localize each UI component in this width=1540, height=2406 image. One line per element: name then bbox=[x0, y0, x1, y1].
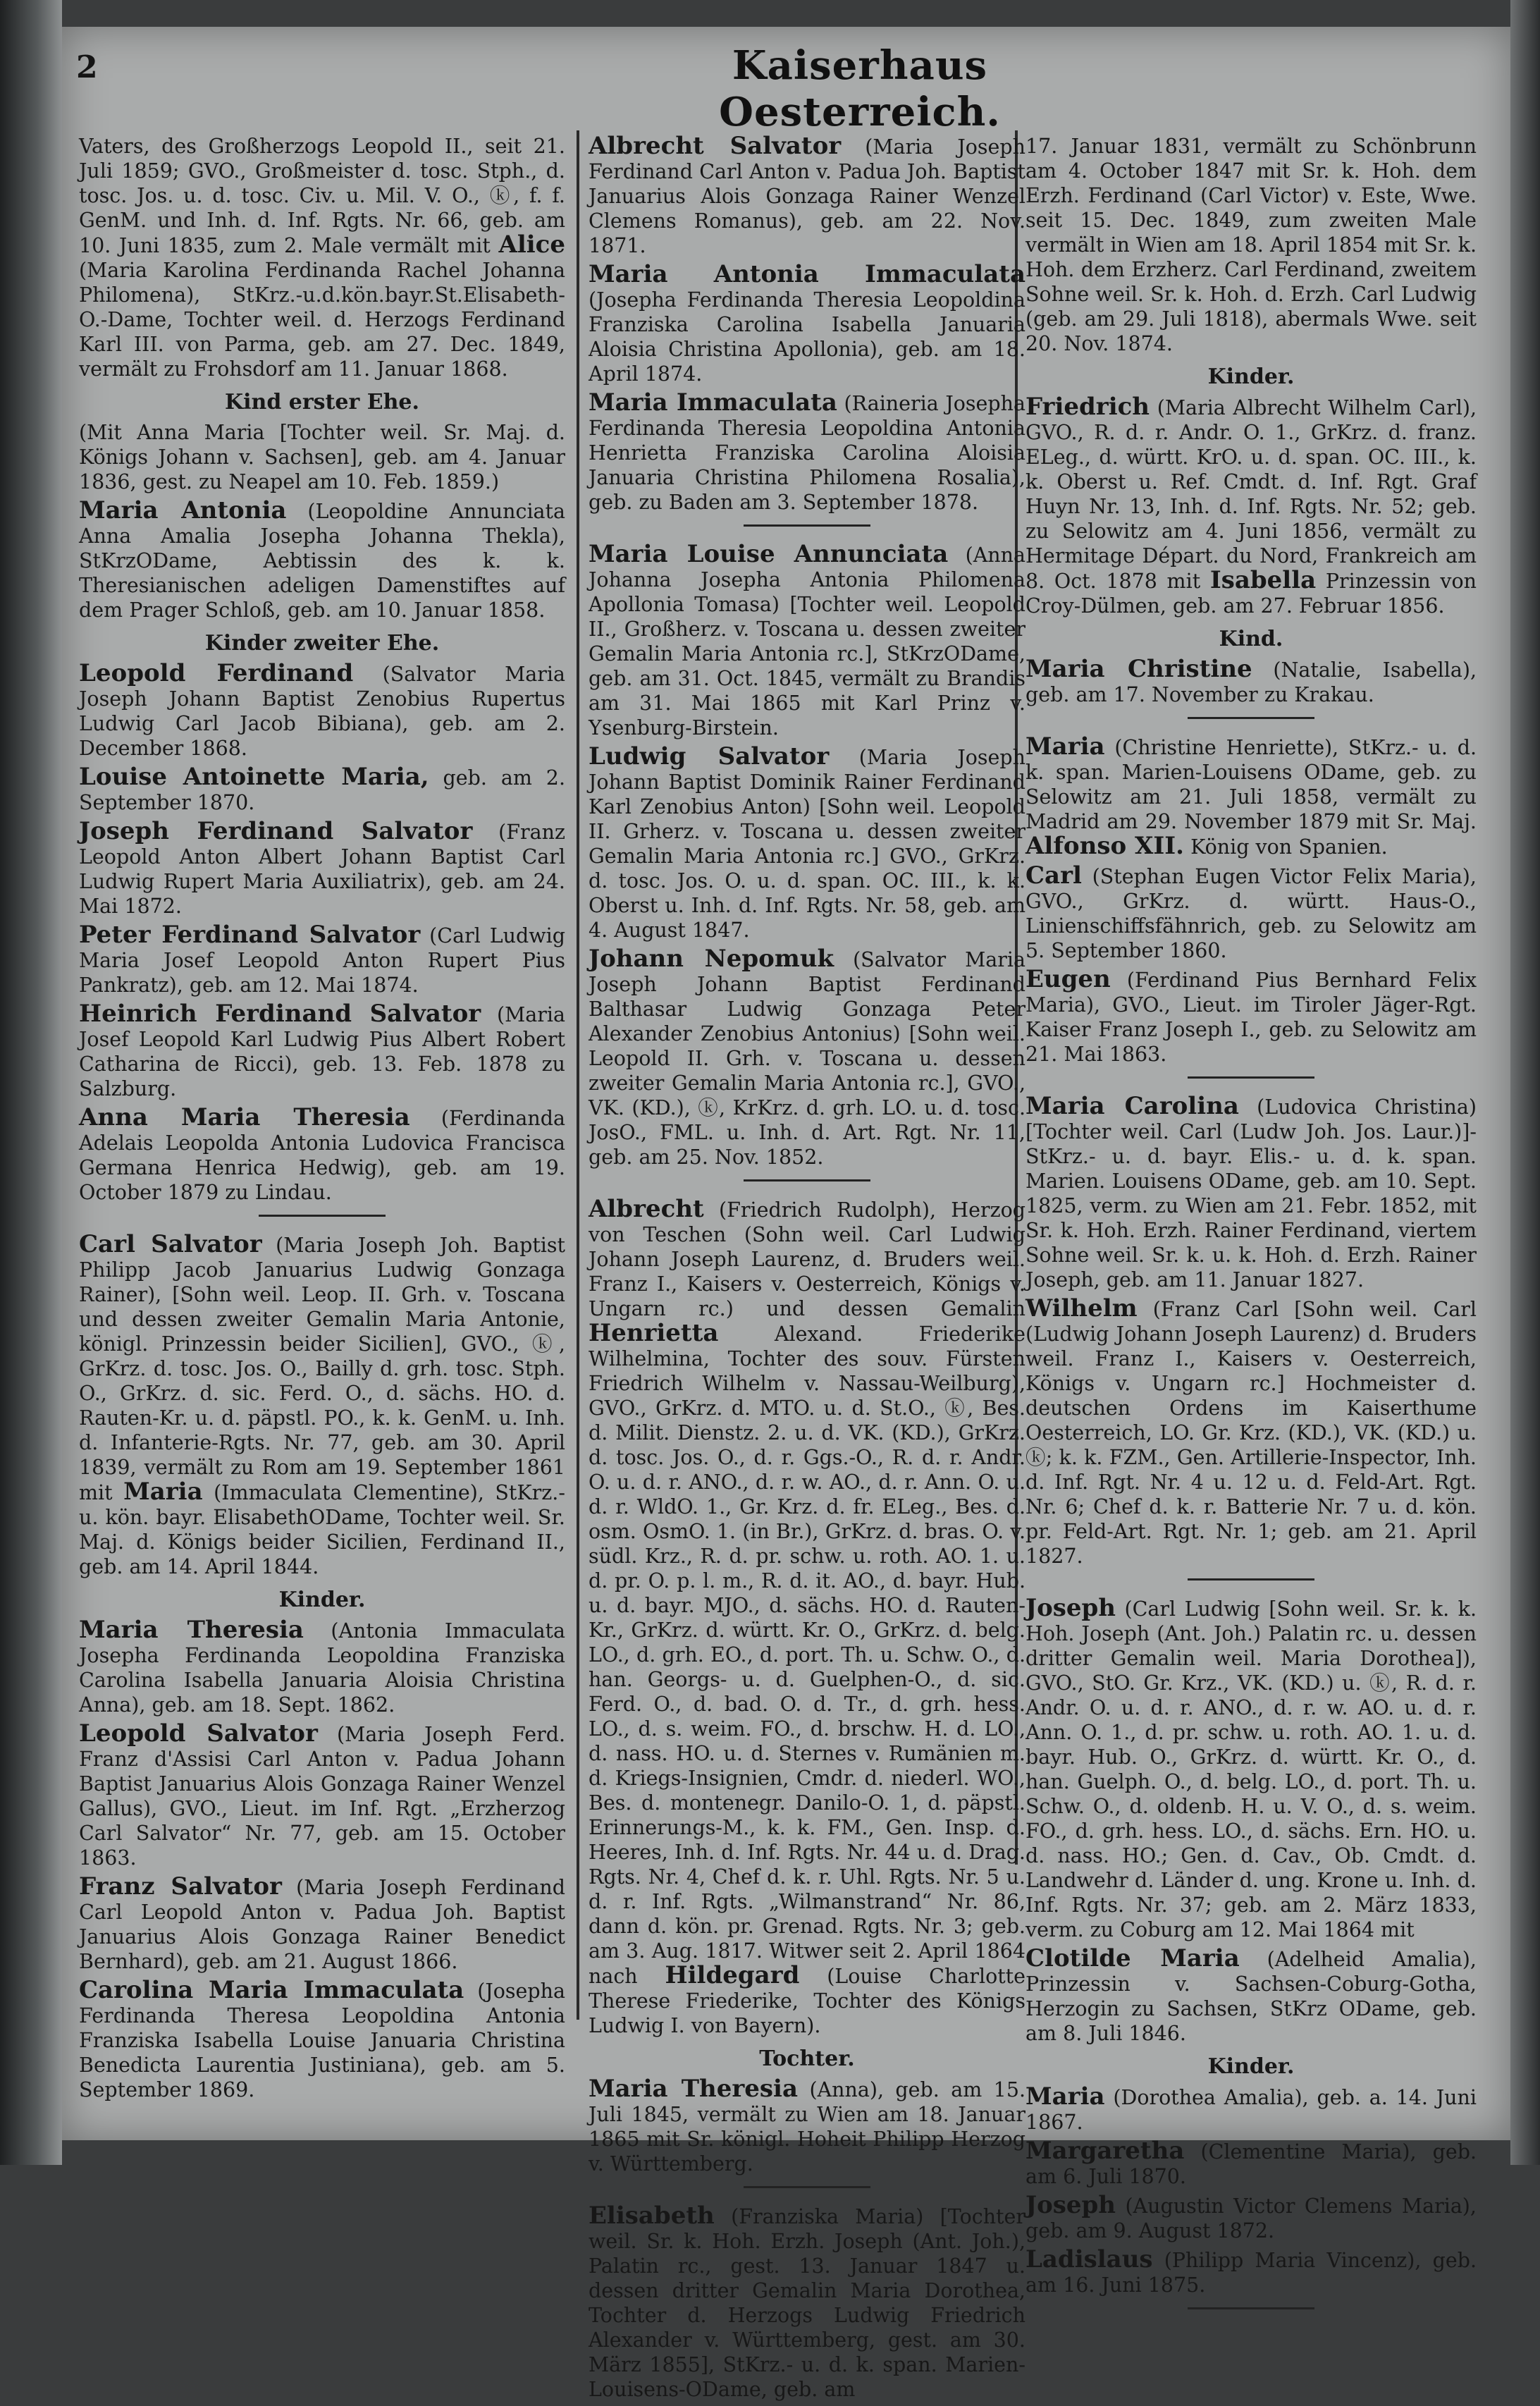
entry: Carl (Stephan Eugen Victor Felix Maria), GVO., GrKrz. d. württ. Haus-O., Linienschiffsfähnrich, geb. zu Selowitz am 5. September 1860. bbox=[1025, 861, 1477, 962]
entry: Ludwig Salvator (Maria Joseph Johann Baptist Dominik Rainer Ferdinand Karl Zenobius Anton) [Sohn weil. Leopold II. Grherz. v. Toscana u. dessen zweiter Gemalin Maria Antonia rc.] GVO., GrKrz. d. tosc. Jos. O. u. d. span. OC. III., k. k. Oberst u. Inh. d. Inf. Rgts. Nr. 58, geb. am 4. August 1847. bbox=[589, 742, 1026, 942]
column-2 bbox=[589, 134, 1025, 2406]
page-title: Kaiserhaus Oesterreich. bbox=[719, 42, 1001, 135]
person-name: Albrecht bbox=[589, 1195, 704, 1223]
person-name: Alice bbox=[498, 231, 566, 259]
ornament-divider bbox=[259, 1215, 386, 1220]
entry: Joseph Ferdinand Salvator (Franz Leopold Anton Albert Johann Baptist Carl Ludwig Rupert Maria Auxiliatrix), geb. am 24. Mai 1872. bbox=[79, 817, 566, 918]
person-name: Elisabeth bbox=[589, 2202, 715, 2230]
entry: Leopold Salvator (Maria Joseph Ferd. Franz d'Assisi Carl Anton v. Padua Johann Baptist Januarius Alois Gonzaga Rainer Wenzel Gallus), GVO., Lieut. im Inf. Rgt. „Erzherzog Carl Salvator“ Nr. 77, geb. am 15. October 1863. bbox=[79, 1719, 566, 1870]
ornament-divider bbox=[744, 2186, 870, 2191]
person-name: Maria bbox=[1025, 2082, 1105, 2111]
person-name: Peter Ferdinand Salvator bbox=[79, 921, 421, 949]
person-name: Alfonso XII. bbox=[1025, 832, 1185, 860]
person-name: Maria Louise Annunciata bbox=[589, 540, 949, 568]
person-name: Maria Antonia bbox=[79, 496, 287, 524]
entry: Maria (Christine Henriette), StKrz.- u. d. k. span. Marien-Louisens ODame, geb. zu Selowitz am 21. Juli 1858, vermält zu Madrid am 29. November 1879 mit Sr. Maj. Alfonso XII. König von Spanien. bbox=[1025, 732, 1477, 860]
entry: Albrecht Salvator (Maria Joseph Ferdinand Carl Anton v. Padua Joh. Baptist Januarius Alois Gonzaga Rainer Wenzel Clemens Romanus), geb. am 22. Nov. 1871. bbox=[589, 132, 1025, 257]
entry: Maria Immaculata (Raineria Josepha Ferdinanda Theresia Leopoldina Antonia Henrietta Franziska Carolina Aloisia Januaria Christina Philomena Rosalia), geb. zu Baden am 3. September 1878. bbox=[589, 388, 1026, 514]
person-name: Margaretha bbox=[1025, 2137, 1185, 2165]
entry: Peter Ferdinand Salvator (Carl Ludwig Maria Josef Leopold Anton Rupert Pius Pankratz), geb. am 12. Mai 1874. bbox=[79, 921, 565, 997]
column-3 bbox=[1025, 134, 1477, 2325]
column-divider bbox=[577, 130, 579, 2020]
entry: Maria Antonia (Leopoldine Annunciata Anna Amalia Josepha Johanna Thekla), StKrzODame, Aebtissin des k. k. Theresianischen adeligen Damenstiftes auf dem Prager Schloß, geb. am 10. Januar 1858. bbox=[79, 496, 565, 622]
entry: Franz Salvator (Maria Joseph Ferdinand Carl Leopold Anton v. Padua Joh. Baptist Januarius Alois Gonzaga Rainer Benedict Bernhard), geb. am 21. August 1866. bbox=[79, 1872, 566, 1973]
section-heading: Kind. bbox=[1219, 627, 1283, 651]
section-heading: Kinder. bbox=[278, 1588, 366, 1612]
book-edge bbox=[1510, 0, 1540, 2165]
entry: Maria Carolina (Ludovica Christina) [Tochter weil. Carl (Ludw Joh. Jos. Laur.)]-StKrz.- u. d. bayr. Elis.- u. d. k. span. Marien. Louisens ODame, geb. am 10. Sept. 1825, verm. zu Wien am 21. Febr. 1852, mit Sr. k. Hoh. Erzh. Rainer Ferdinand, viertem Sohne weil. Sr. k. u. k. Hoh. d. Erzh. Rainer Joseph, geb. am 11. Januar 1827. bbox=[1025, 1092, 1477, 1291]
entry: Wilhelm (Franz Carl [Sohn weil. Carl (Ludwig Johann Joseph Laurenz) d. Bruders weil. Franz I., Kaisers v. Oesterreich, Königs v. Ungarn rc.] Hochmeister d. deutschen Ordens im Kaiserthume Oesterreich, LO. Gr. Krz. (KD.), VK. (KD.) u. ⓚ; k. k. FZM., Gen. Artillerie-Inspector, Inh. d. Inf. Rgt. Nr. 4 u. 12 u. d. Feld-Art. Rgt. Nr. 6; Chef d. k. r. Batterie Nr. 7 u. d. kön. pr. Feld-Art. Rgt. Nr. 1; geb. am 21. April 1827. bbox=[1025, 1294, 1477, 1568]
person-name: Joseph Ferdinand Salvator bbox=[79, 817, 473, 845]
ornament-divider bbox=[1188, 1076, 1314, 1081]
section-heading: Kinder. bbox=[1207, 364, 1295, 389]
entry: Vaters, des Großherzogs Leopold II., seit 21. Juli 1859; GVO., Großmeister d. tosc. Stph., d. tosc. Jos. u. d. tosc. Civ. u. Mil. V. O., ⓚ, f. f. GenM. und Inh. d. Inf. Rgts. Nr. 66, geb. am 10. Juni 1835, zum 2. Male vermält mit Alice (Maria Karolina Ferdinanda Rachel Johanna Philomena), StKrz.-u.d.kön.bayr.St.Elisabeth-O.-Dame, Tochter weil. d. Herzogs Ferdinand Karl III. von Parma, geb. am 27. Dec. 1849, vermält zu Frohsdorf am 11. Januar 1868. bbox=[79, 135, 566, 381]
person-name: Hildegard bbox=[665, 1961, 800, 1989]
entry: Maria Theresia (Antonia Immaculata Josepha Ferdinanda Leopoldina Franziska Carolina Isabella Januaria Aloisia Christina Anna), geb. am 18. Sept. 1862. bbox=[79, 1616, 566, 1717]
person-name: Carl bbox=[1025, 861, 1082, 890]
person-name: Henrietta bbox=[589, 1319, 719, 1347]
entry: Louise Antoinette Maria, geb. am 2. September 1870. bbox=[79, 763, 565, 814]
section-heading: Tochter. bbox=[759, 2046, 855, 2071]
person-name: Leopold Ferdinand bbox=[79, 659, 354, 687]
person-name: Maria bbox=[123, 1478, 203, 1506]
section-heading: Kinder. bbox=[1207, 2054, 1295, 2079]
entry: Carl Salvator (Maria Joseph Joh. Baptist Philipp Jacob Januarius Ludwig Gonzaga Rainer), [Sohn weil. Leop. II. Grh. v. Toscana und dessen zweiter Gemalin Maria Antonie, königl. Prinzessin beider Sicilien], GVO., ⓚ, GrKrz. d. tosc. Jos. O., Bailly d. grh. tosc. Stph. O., GrKrz. d. sic. Ferd. O., d. sächs. HO. d. Rauten-Kr. u. d. päpstl. PO., k. k. GenM. u. Inh. d. Infanterie-Rgts. Nr. 77, geb. am 30. April 1839, vermält zu Rom am 19. September 1861 mit Maria (Immaculata Clementine), StKrz.-u. kön. bayr. ElisabethODame, Tochter weil. Sr. Maj. d. Königs beider Sicilien, Ferdinand II., geb. am 14. April 1844. bbox=[79, 1230, 565, 1578]
person-name: Maria Theresia bbox=[79, 1616, 304, 1644]
ornament-divider bbox=[744, 524, 870, 529]
column-1 bbox=[79, 134, 565, 2106]
person-name: Wilhelm bbox=[1025, 1294, 1138, 1322]
entry: Eugen (Ferdinand Pius Bernhard Felix Maria), GVO., Lieut. im Tiroler Jäger-Rgt. Kaiser Franz Joseph I., geb. zu Selowitz am 21. Mai 1863. bbox=[1025, 965, 1477, 1066]
entry: Clotilde Maria (Adelheid Amalia), Prinzessin v. Sachsen-Coburg-Gotha, Herzogin zu Sachsen, StKrz ODame, geb. am 8. Juli 1846. bbox=[1025, 1944, 1477, 2045]
entry: Anna Maria Theresia (Ferdinanda Adelais Leopolda Antonia Ludovica Francisca Germana Henrica Hedwig), geb. am 19. October 1879 zu Lindau. bbox=[79, 1103, 565, 1204]
page-number: 2 bbox=[76, 49, 98, 85]
person-name: Isabella bbox=[1209, 566, 1317, 594]
entry: Maria Christine (Natalie, Isabella), geb. am 17. November zu Krakau. bbox=[1025, 655, 1477, 706]
entry: 17. Januar 1831, vermält zu Schönbrunn am 4. October 1847 mit Sr. k. Hoh. dem Erzh. Ferdinand (Carl Victor) v. Este, Wwe. seit 15. Dec. 1849, zum zweiten Male vermält in Wien am 18. April 1854 mit Sr. k. Hoh. dem Erzherz. Carl Ferdinand, zweitem Sohne weil. Sr. k. Hoh. d. Erzh. Carl Ludwig (geb. am 29. Juli 1818), abermals Wwe. seit 20. Nov. 1874. bbox=[1025, 135, 1477, 355]
person-name: Maria Immaculata bbox=[589, 388, 837, 417]
person-name: Maria Theresia bbox=[589, 2075, 799, 2103]
person-name: Maria Christine bbox=[1025, 655, 1252, 683]
ornament-divider bbox=[744, 1179, 870, 1184]
entry: Margaretha (Clementine Maria), geb. am 6. Juli 1870. bbox=[1025, 2137, 1477, 2188]
person-name: Eugen bbox=[1025, 965, 1111, 993]
person-name: Ludwig Salvator bbox=[589, 742, 830, 771]
entry: Maria (Dorothea Amalia), geb. a. 14. Juni 1867. bbox=[1025, 2082, 1477, 2134]
book-spine bbox=[0, 0, 62, 2165]
person-name: Franz Salvator bbox=[79, 1872, 282, 1901]
person-name: Anna Maria Theresia bbox=[79, 1103, 410, 1131]
entry: Heinrich Ferdinand Salvator (Maria Josef Leopold Karl Ludwig Pius Albert Robert Catharina de Ricci), geb. 13. Feb. 1878 zu Salzburg. bbox=[79, 1000, 565, 1100]
entry: Maria Theresia (Anna), geb. am 15. Juli 1845, vermält zu Wien am 18. Januar 1865 mit Sr. königl. Hoheit Philipp Herzog v. Württemberg. bbox=[589, 2075, 1026, 2175]
person-name: Albrecht Salvator bbox=[589, 132, 842, 160]
entry: Elisabeth (Franziska Maria) [Tochter weil. Sr. k. Hoh. Erzh. Joseph (Ant. Joh.), Palatin rc., gest. 13. Januar 1847 u. dessen dritter Gemalin Maria Dorothea, Tochter d. Herzogs Ludwig Friedrich Alexander v. Württemberg, gest. am 30. März 1855], StKrz.- u. d. k. span. Marien-Louisens-ODame, geb. am bbox=[589, 2202, 1026, 2401]
entry: Ladislaus (Philipp Maria Vincenz), geb. am 16. Juni 1875. bbox=[1025, 2245, 1477, 2297]
person-name: Joseph bbox=[1025, 2191, 1116, 2219]
ornament-divider bbox=[1188, 1578, 1314, 1583]
ornament-divider bbox=[1188, 717, 1314, 722]
person-name: Joseph bbox=[1025, 1594, 1116, 1622]
person-name: Clotilde Maria bbox=[1025, 1944, 1240, 1972]
section-heading: Kind erster Ehe. bbox=[225, 390, 419, 415]
entry: Albrecht (Friedrich Rudolph), Herzog von Teschen (Sohn weil. Carl Ludwig Johann Joseph Laurenz, d. Bruders weil. Franz I., Kaisers v. Oesterreich, Königs v. Ungarn rc.) und dessen Gemalin Henrietta Alexand. Friederike Wilhelmina, Tochter des souv. Fürsten Friedrich Wilhelm v. Nassau-Weilburg), GVO., GrKrz. d. MTO. u. d. St.O., ⓚ, Bes. d. Milit. Dienstz. 2. u. d. VK. (KD.), GrKrz. d. tosc. Jos. O., d. r. Ggs.-O., R. d. r. Andr. O. u. d. r. ANO., d. r. w. AO., d. r. Ann. O. u. d. r. WldO. 1., Gr. Krz. d. fr. ELeg., Bes. d. osm. OsmO. 1. (in Br.), GrKrz. d. bras. O. v. südl. Krz., R. d. pr. schw. u. roth. AO. 1. u. d. pr. O. p. l. m., R. d. it. AO., d. bayr. Hub. u. d. bayr. MJO., d. sächs. HO. d. Rauten-Kr., GrKrz. d. württ. Kr. O., GrKrz. d. belg. LO., d. grh. EO., d. port. Th. u. Schw. O., d. han. Georgs- u. d. Guelphen-O., d. sic. Ferd. O., d. bad. O. d. Tr., d. grh. hess. LO., d. s. weim. FO., d. brschw. H. d. LO., d. nass. HO. u. d. Sternes v. Rumänien m. d. Kriegs-Insignien, Cmdr. d. niederl. WO., Bes. d. montenegr. Danilo-O. 1, d. päpstl. Erinnerungs-M., k. k. FM., Gen. Insp. d. Heeres, Inh. d. Inf. Rgts. Nr. 44 u. d. Drag. Rgts. Nr. 4, Chef d. k. r. Uhl. Rgts. Nr. 5 u. d. r. Inf. Rgts. „Wilmanstrand“ Nr. 86, dann d. kön. pr. Grenad. Rgts. Nr. 3; geb. am 3. Aug. 1817. Witwer seit 2. April 1864 nach Hildegard (Louise Charlotte Therese Friederike, Tochter des Königs Ludwig I. von Bayern). bbox=[589, 1195, 1026, 2037]
person-name: Carl Salvator bbox=[79, 1230, 262, 1258]
entry: Leopold Ferdinand (Salvator Maria Joseph Johann Baptist Zenobius Rupertus Ludwig Carl Jacob Bibiana), geb. am 2. December 1868. bbox=[79, 659, 565, 760]
person-name: Maria Carolina bbox=[1025, 1092, 1239, 1120]
person-name: Maria Antonia Immaculata bbox=[589, 260, 1025, 288]
section-heading: Kinder zweiter Ehe. bbox=[204, 631, 440, 656]
person-name: Johann Nepomuk bbox=[589, 945, 834, 973]
person-name: Ladislaus bbox=[1025, 2245, 1153, 2273]
person-name: Heinrich Ferdinand Salvator bbox=[79, 1000, 481, 1028]
entry: Friedrich (Maria Albrecht Wilhelm Carl), GVO., R. d. r. Andr. O. 1., GrKrz. d. franz. ELeg., d. württ. KrO. u. d. span. OC. III., k. k. Oberst u. Ref. Cmdt. d. Inf. Rgt. Graf Huyn Nr. 13, Inh. d. Inf. Rgts. Nr. 52; geb. zu Selowitz am 4. Juni 1856, vermält zu Hermitage Départ. du Nord, Frankreich am 8. Oct. 1878 mit Isabella Prinzessin von Croy-Dülmen, geb. am 27. Februar 1856. bbox=[1025, 393, 1477, 618]
entry: Joseph (Augustin Victor Clemens Maria), geb. am 9. August 1872. bbox=[1025, 2191, 1477, 2242]
person-name: Carolina Maria Immaculata bbox=[79, 1976, 464, 2004]
person-name: Friedrich bbox=[1025, 393, 1150, 421]
person-name: Leopold Salvator bbox=[79, 1719, 318, 1748]
entry: Joseph (Carl Ludwig [Sohn weil. Sr. k. k. Hoh. Joseph (Ant. Joh.) Palatin rc. u. dessen dritter Gemalin weil. Maria Dorothea]), GVO., StO. Gr. Krz., VK. (KD.) u. ⓚ, R. d. r. Andr. O. u. d. r. ANO., d. r. w. AO. u. d. r. Ann. O. 1., d. pr. schw. u. roth. AO. 1. u. d. bayr. Hub. O., GrKrz. d. württ. Kr. O., d. han. Guelph. O., d. belg. LO., d. port. Th. u. Schw. O., d. oldenb. H. u. V. O., d. s. weim. FO., d. grh. hess. LO., d. sächs. Ern. HO. u. d. nass. HO.; Gen. d. Cav., Ob. Cmdt. d. Landwehr d. Länder d. ung. Krone u. Inh. d. Inf. Rgts. Nr. 37; geb. am 2. März 1833, verm. zu Coburg am 12. Mai 1864 mit bbox=[1025, 1594, 1477, 1941]
person-name: Louise Antoinette Maria, bbox=[79, 763, 429, 791]
entry: Maria Louise Annunciata (Anna Johanna Josepha Antonia Philomena Apollonia Tomasa) [Tochter weil. Leopold II., Großherz. v. Toscana u. dessen zweiter Gemalin Maria Antonia rc.], StKrzODame, geb. am 31. Oct. 1845, vermält zu Brandis am 31. Mai 1865 mit Karl Prinz v. Ysenburg-Birstein. bbox=[589, 540, 1025, 739]
entry: (Mit Anna Maria [Tochter weil. Sr. Maj. d. Königs Johann v. Sachsen], geb. am 4. Januar 1836, gest. zu Neapel am 10. Feb. 1859.) bbox=[79, 421, 565, 493]
entry: Carolina Maria Immaculata (Josepha Ferdinanda Theresa Leopoldina Antonia Franziska Isabella Louise Januaria Christina Benedicta Laurentia Justiniana), geb. am 5. September 1869. bbox=[79, 1976, 566, 2101]
ornament-divider bbox=[1188, 2307, 1314, 2312]
entry: Johann Nepomuk (Salvator Maria Joseph Johann Baptist Ferdinand Balthasar Ludwig Gonzaga Peter Alexander Zenobius Antonius) [Sohn weil. Leopold II. Grh. v. Toscana u. dessen zweiter Gemalin Maria Antonia rc.], GVO., VK. (KD.), ⓚ, KrKrz. d. grh. LO. u. d. tosc. JosO., FML. u. Inh. d. Art. Rgt. Nr. 11, geb. am 25. Nov. 1852. bbox=[589, 945, 1025, 1169]
person-name: Maria bbox=[1025, 732, 1105, 761]
entry: Maria Antonia Immaculata (Josepha Ferdinanda Theresia Leopoldina Franziska Carolina Isabella Januaria Aloisia Christina Apollonia), geb. am 18. April 1874. bbox=[589, 260, 1025, 386]
